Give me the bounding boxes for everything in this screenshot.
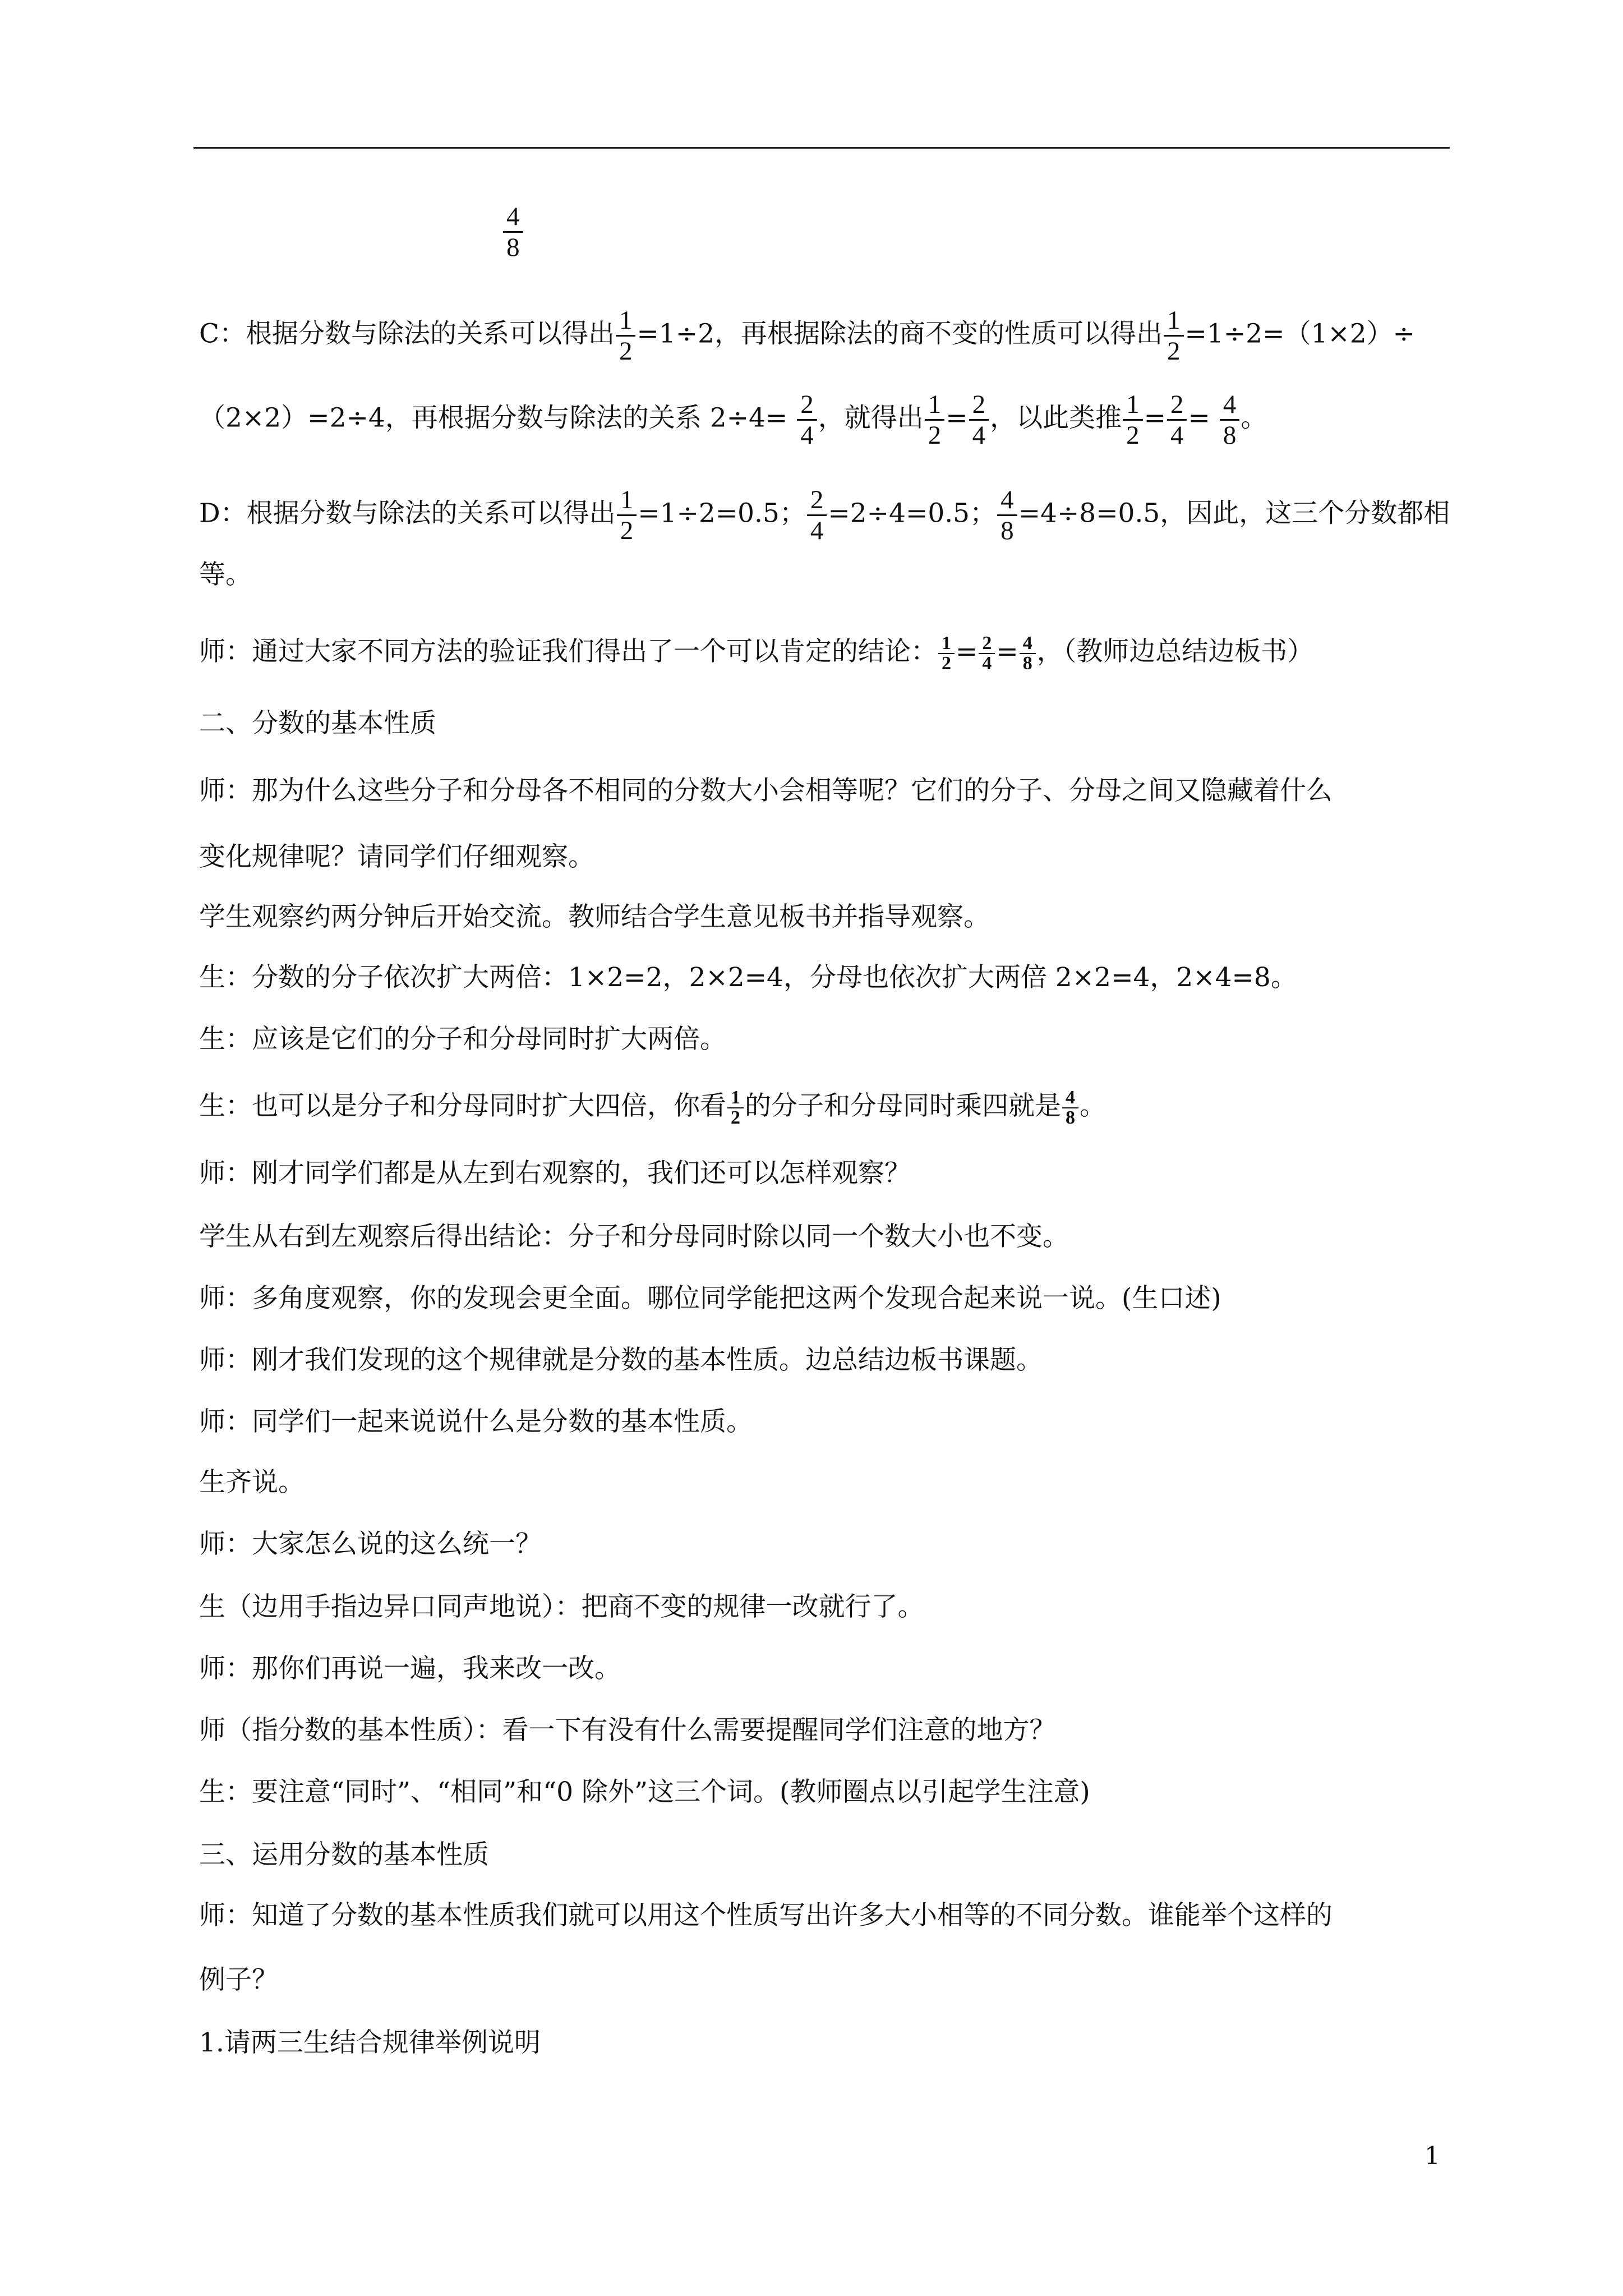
paragraph-p8: 师：多角度观察，你的发现会更全面。哪位同学能把这两个发现合起来说一说。(生口述) xyxy=(199,1283,1221,1314)
paragraph-p18: 1.请两三生结合规律举例说明 xyxy=(199,2027,541,2058)
paragraph-p16: 生：要注意“同时”、“相同”和“0 除外”这三个词。(教师圈点以引起学生注意) xyxy=(199,1777,1090,1807)
paragraph-p10: 师：同学们一起来说说什么是分数的基本性质。 xyxy=(199,1406,753,1437)
paragraph-p12: 师：大家怎么说的这么统一？ xyxy=(199,1529,542,1559)
header-rule xyxy=(193,147,1450,149)
paragraph-p14: 师：那你们再说一遍，我来改一改。 xyxy=(199,1653,621,1684)
page-number: 1 xyxy=(1424,2142,1440,2170)
paragraph-p3: 生：分数的分子依次扩大两倍：1×2=2，2×2=4，分母也依次扩大两倍 2×2=4，2×4=8。 xyxy=(199,962,1297,993)
paragraph-p7: 学生从右到左观察后得出结论：分子和分母同时除以同一个数大小也不变。 xyxy=(199,1221,1069,1252)
paragraph-p4: 生：应该是它们的分子和分母同时扩大两倍。 xyxy=(199,1024,726,1055)
paragraph-p17-line2: 例子？ xyxy=(199,1964,278,1995)
paragraph-method-d-line1: D：根据分数与除法的关系可以得出 $\frac{1}{2}$ =1÷2=0.5； $\frac{2}{4}$ =2÷4=0.5； $\frac{4}{8}$ =4÷8=0.5，因此，这三个分数都相 xyxy=(199,485,1450,545)
section-heading-3: 三、运用分数的基本性质 xyxy=(199,1839,489,1870)
section-heading-2: 二、分数的基本性质 xyxy=(199,708,436,739)
paragraph-p2: 学生观察约两分钟后开始交流。教师结合学生意见板书并指导观察。 xyxy=(199,901,990,932)
paragraph-method-c-line1: C：根据分数与除法的关系可以得出 $\frac{1}{2}$ =1÷2，再根据除法的商不变的性质可以得出 $\frac{1}{2}$ =1÷2=（1×2）÷ xyxy=(199,306,1415,366)
paragraph-method-d-line2: 等。 xyxy=(199,559,252,590)
paragraph-p13: 生（边用手指边异口同声地说）：把商不变的规律一改就行了。 xyxy=(199,1591,924,1622)
paragraph-p17-line1: 师：知道了分数的基本性质我们就可以用这个性质写出许多大小相等的不同分数。谁能举个这样的 xyxy=(199,1900,1332,1931)
paragraph-p11: 生齐说。 xyxy=(199,1467,305,1498)
paragraph-conclusion: 师：通过大家不同方法的验证我们得出了一个可以肯定的结论： $\frac{1}{2}$ = $\frac{2}{4}$ = $\frac{4}{8}$ ，（教师边总结边板书） xyxy=(199,633,1314,674)
paragraph-p6: 师：刚才同学们都是从左到右观察的，我们还可以怎样观察？ xyxy=(199,1158,911,1189)
paragraph-p1-line1: 师：那为什么这些分子和分母各不相同的分数大小会相等呢？它们的分子、分母之间又隐藏着什么 xyxy=(199,775,1332,806)
paragraph-p9: 师：刚才我们发现的这个规律就是分数的基本性质。边总结边板书课题。 xyxy=(199,1345,1043,1375)
paragraph-p15: 师（指分数的基本性质）：看一下有没有什么需要提醒同学们注意的地方？ xyxy=(199,1715,1056,1746)
paragraph-p5: 生：也可以是分子和分母同时扩大四倍，你看 $\frac{1}{2}$ 的分子和分母同时乘四就是 $\frac{4}{8}$ 。 xyxy=(199,1087,1106,1128)
fraction-four-eighths: $\frac{4}{8}$ xyxy=(502,202,524,262)
paragraph-method-c-line2: （2×2）=2÷4，再根据分数与除法的关系 2÷4= $\frac{2}{4}$ ，就得出 $\frac{1}{2}$ = $\frac{2}{4}$ ，以此类推 $\frac{1}{2}$ = $\frac{2}{4}$ = $\frac{4}{8}$ 。 xyxy=(199,390,1267,450)
paragraph-p1-line2: 变化规律呢？请同学们仔细观察。 xyxy=(199,841,594,872)
